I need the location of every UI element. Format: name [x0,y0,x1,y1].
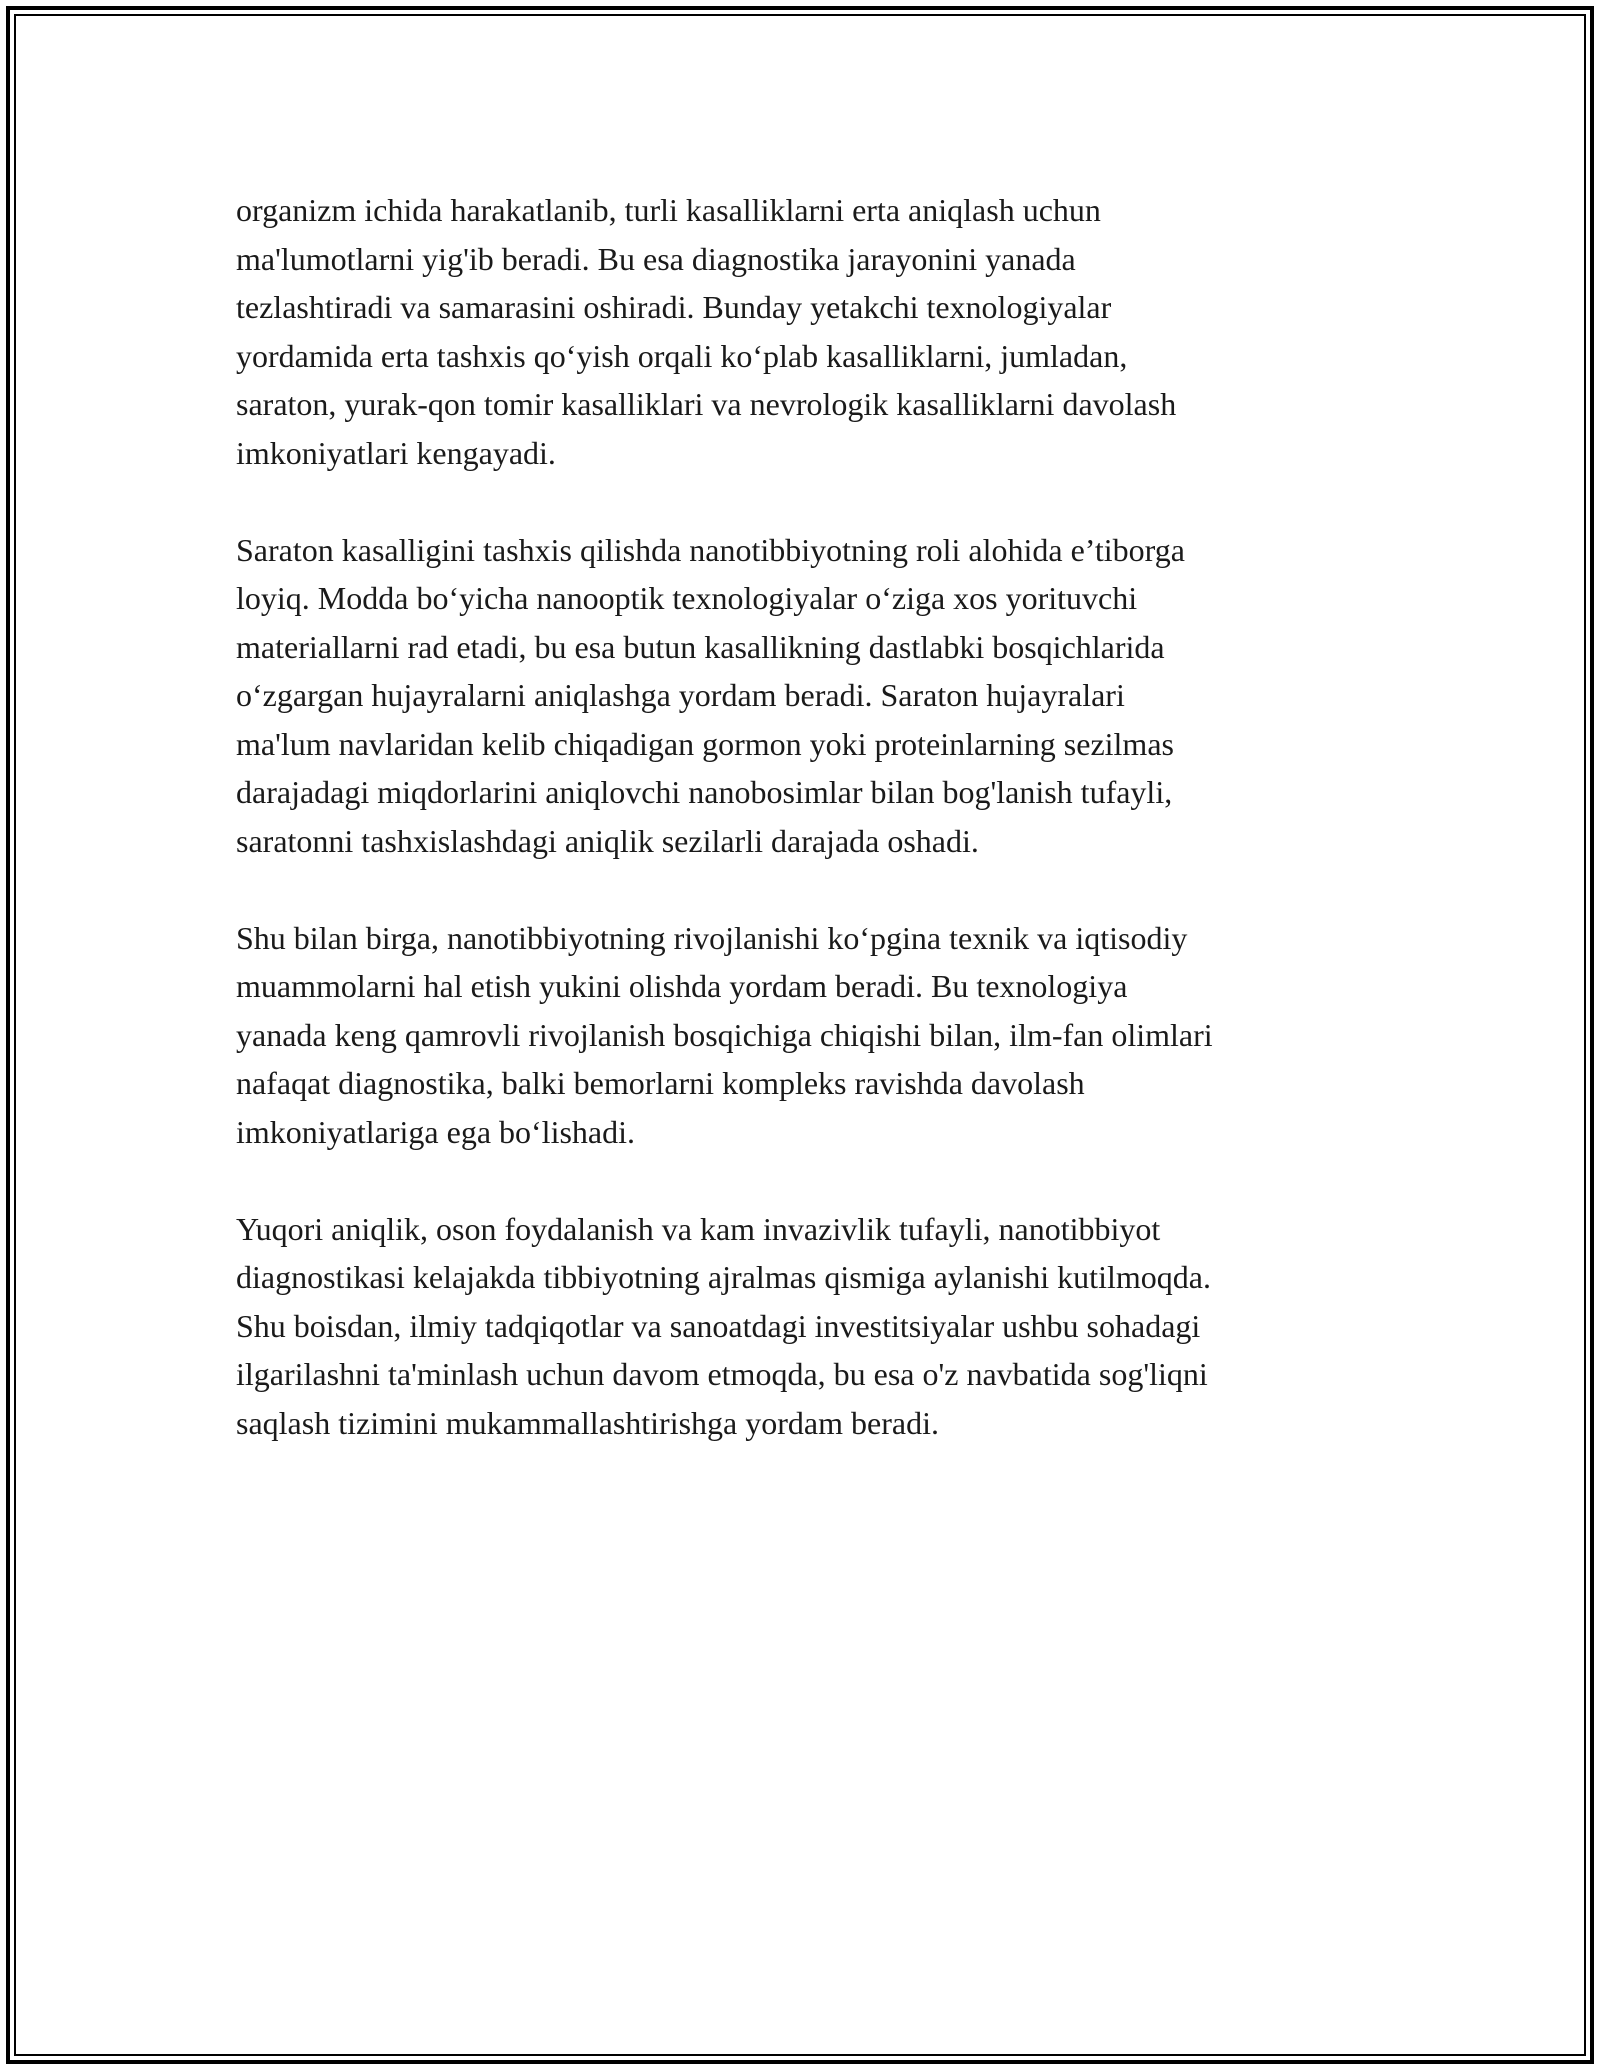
text-line: tezlashtiradi va samarasini oshiradi. Bunday yetakchi texnologiyalar [236,289,1112,325]
text-line: loyiq. Modda bo‘yicha nanooptik texnologiyalar o‘ziga xos yorituvchi [236,580,1138,616]
paragraph-2 [236,526,1416,866]
text-line: yordamida erta tashxis qo‘yish orqali ko‘plab kasalliklarni, jumladan, [236,337,1128,374]
text-line: imkoniyatlari kengayadi. [236,434,556,471]
text-line: ma'lum navlaridan kelib chiqadigan gormon yoki proteinlarning sezilmas [236,725,1174,762]
text-line: saraton, yurak-qon tomir kasalliklari va nevrologik kasalliklarni davolash [236,386,1177,422]
text-line: Yuqori aniqlik, oson foydalanish va kam invazivlik tufayli, nanotibbiyot [236,1210,1161,1247]
text-line: organizm ichida harakatlanib, turli kasalliklarni erta aniqlash uchun [236,192,1101,228]
text-line: saratonni tashxislashdagi aniqlik sezilarli darajada oshadi. [236,822,979,859]
text-line: nafaqat diagnostika, balki bemorlarni kompleks ravishda davolash [236,1065,1085,1101]
text-line: muammolarni hal etish yukini olishda yordam beradi. Bu texnologiya [236,968,1128,1004]
paragraph-3 [236,914,1416,1157]
text-line: diagnostikasi kelajakda tibbiyotning ajralmas qismiga aylanishi kutilmoqda. [236,1259,1211,1295]
text-line: Shu boisdan, ilmiy tadqiqotlar va sanoatdagi investitsiyalar ushbu sohadagi [236,1307,1201,1344]
text-line: o‘zgargan hujayralarni aniqlashga yordam beradi. Saraton hujayralari [236,677,1125,713]
paragraph-1 [236,186,1416,477]
text-line: ilgarilashni ta'minlash uchun davom etmoqda, bu esa o'z navbatida sog'liqni [236,1356,1208,1392]
text-line: darajadagi miqdorlarini aniqlovchi nanobosimlar bilan bog'lanish tufayli, [236,774,1173,810]
text-line: Saraton kasalligini tashxis qilishda nanotibbiyotning roli alohida e’tiborga [236,531,1185,568]
document-body [236,186,1416,1496]
text-line: yanada keng qamrovli rivojlanish bosqichiga chiqishi bilan, ilm-fan olimlari [236,1016,1213,1053]
text-line: ma'lumotlarni yig'ib beradi. Bu esa diagnostika jarayonini yanada [236,240,1076,277]
text-line: imkoniyatlariga ega bo‘lishadi. [236,1113,635,1150]
text-line: saqlash tizimini mukammallashtirishga yordam beradi. [236,1404,939,1441]
paragraph-4 [236,1205,1416,1448]
text-line: materiallarni rad etadi, bu esa butun kasallikning dastlabki bosqichlarida [236,628,1165,665]
text-line: Shu bilan birga, nanotibbiyotning rivojlanishi ko‘pgina texnik va iqtisodiy [236,919,1188,956]
